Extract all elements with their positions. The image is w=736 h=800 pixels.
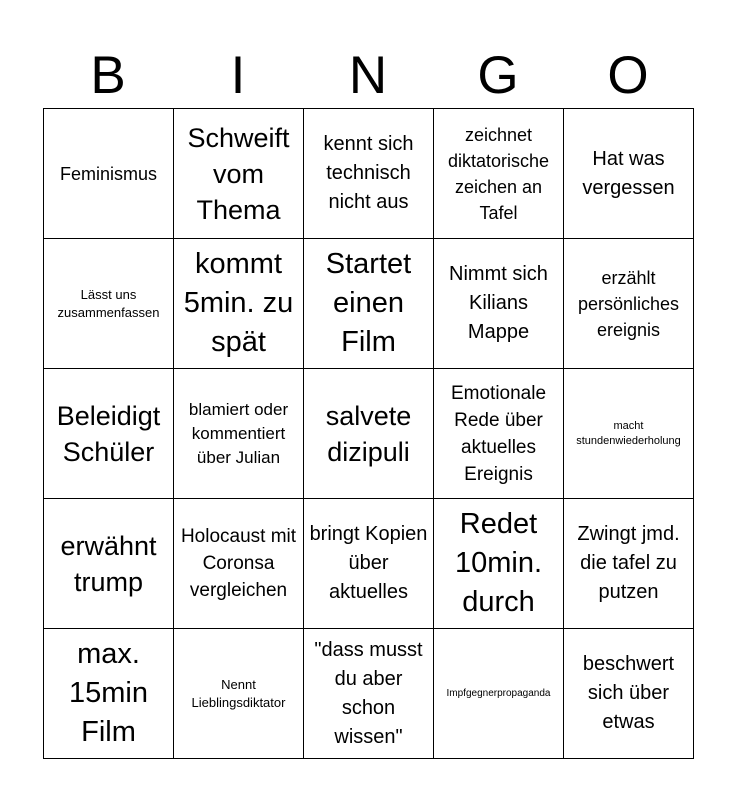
bingo-cell[interactable]: macht stundenwiederholung xyxy=(564,369,694,499)
bingo-cell[interactable]: bringt Kopien über aktuelles xyxy=(304,499,434,629)
bingo-cell[interactable]: erzählt persönliches ereignis xyxy=(564,239,694,369)
bingo-grid xyxy=(43,108,694,759)
bingo-cell[interactable]: "dass musst du aber schon wissen" xyxy=(304,629,434,759)
bingo-cell[interactable]: kennt sich technisch nicht aus xyxy=(304,109,434,239)
bingo-cell[interactable]: Beleidigt Schüler xyxy=(44,369,174,499)
bingo-cell[interactable]: Impfgegnerpropaganda xyxy=(434,629,564,759)
bingo-cell[interactable]: Holocaust mit Coronsa vergleichen xyxy=(174,499,304,629)
header-letter-b: B xyxy=(90,46,126,105)
header-letter-o: O xyxy=(607,46,649,105)
bingo-cell[interactable]: max. 15min Film xyxy=(44,629,174,759)
header-letter-g: G xyxy=(477,46,519,105)
bingo-cell[interactable]: Nennt Lieblingsdiktator xyxy=(174,629,304,759)
bingo-cell[interactable]: Hat was vergessen xyxy=(564,109,694,239)
bingo-cell[interactable]: blamiert oder kommentiert über Julian xyxy=(174,369,304,499)
bingo-header xyxy=(43,44,693,108)
bingo-cell[interactable]: zeichnet diktatorische zeichen an Tafel xyxy=(434,109,564,239)
header-letter-n: N xyxy=(348,46,388,105)
bingo-cell[interactable]: Zwingt jmd. die tafel zu putzen xyxy=(564,499,694,629)
bingo-cell[interactable]: erwähnt trump xyxy=(44,499,174,629)
bingo-cell[interactable]: kommt 5min. zu spät xyxy=(174,239,304,369)
bingo-cell[interactable]: beschwert sich über etwas xyxy=(564,629,694,759)
bingo-cell[interactable]: Lässt uns zusammenfassen xyxy=(44,239,174,369)
bingo-cell[interactable]: Emotionale Rede über aktuelles Ereignis xyxy=(434,369,564,499)
bingo-cell[interactable]: Feminismus xyxy=(44,109,174,239)
header-letter-i: I xyxy=(230,46,246,105)
bingo-cell[interactable]: Redet 10min. durch xyxy=(434,499,564,629)
bingo-cell[interactable]: Startet einen Film xyxy=(304,239,434,369)
bingo-cell[interactable]: salvete dizipuli xyxy=(304,369,434,499)
bingo-cell[interactable]: Schweift vom Thema xyxy=(174,109,304,239)
bingo-cell[interactable]: Nimmt sich Kilians Mappe xyxy=(434,239,564,369)
